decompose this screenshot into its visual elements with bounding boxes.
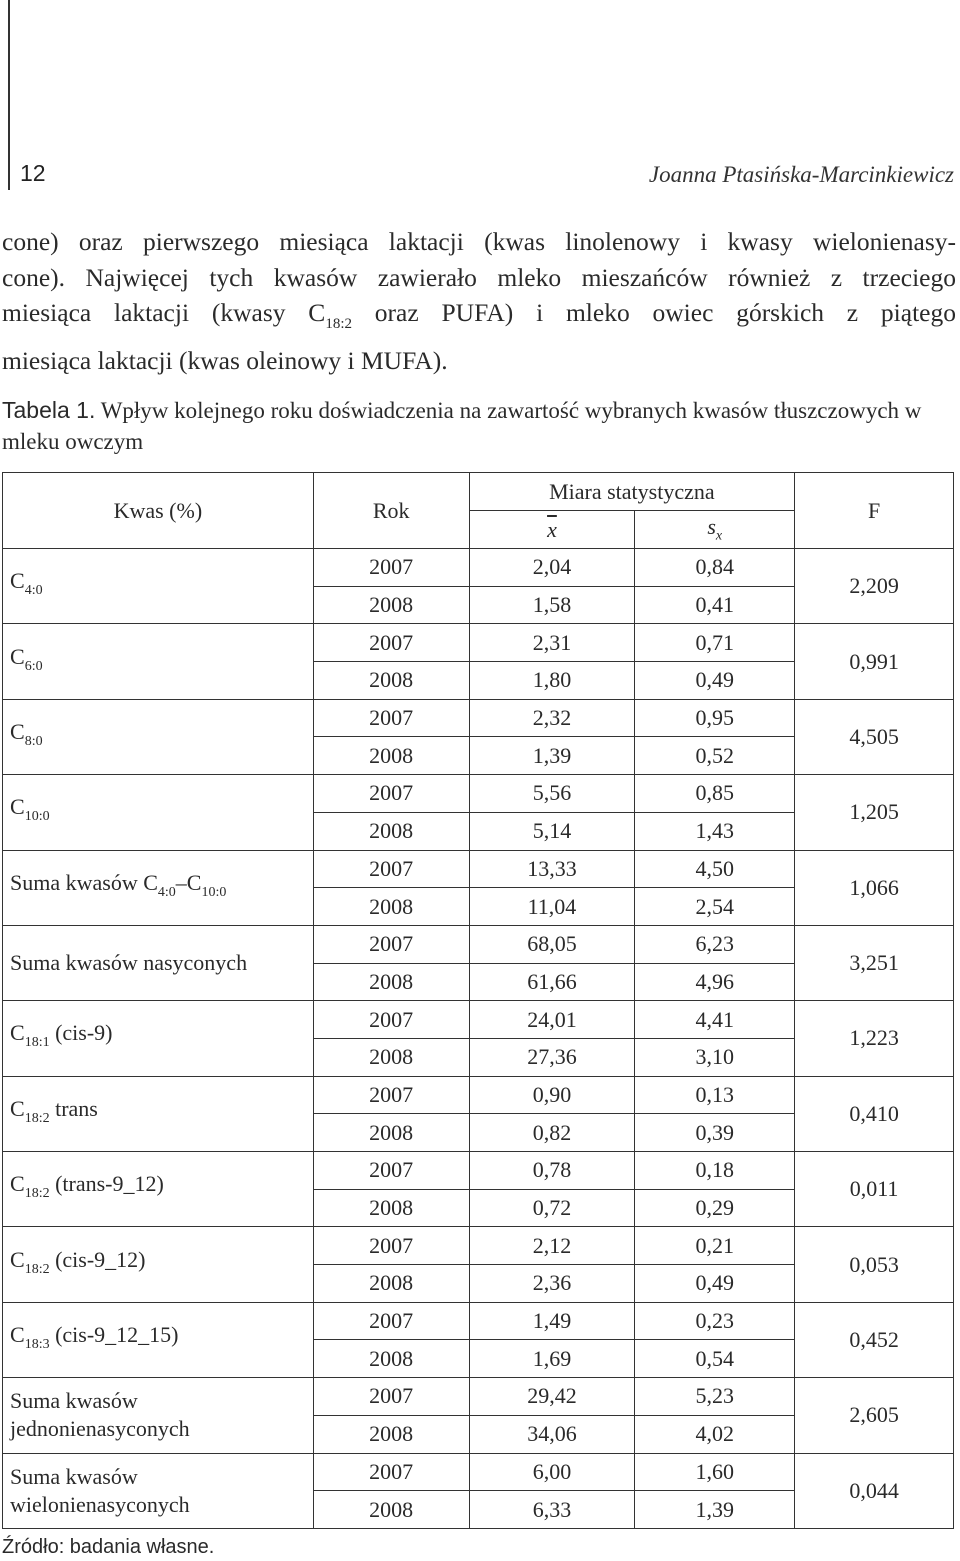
table-row [3, 699, 954, 737]
acid-name: C [10, 1020, 25, 1046]
table-row [3, 850, 954, 888]
caption-text: Wpływ kolejnego roku doświadczenia na zawartość wybranych kwasów tłuszczowych w mleku owczym [2, 398, 922, 454]
mean-symbol: $\overline{x}$ [547, 516, 557, 542]
mean-cell: 13,33 [469, 850, 635, 888]
sd-cell: 6,23 [635, 925, 795, 963]
f-value-cell: 2,209 [795, 549, 954, 624]
mean-cell: 0,90 [469, 1076, 635, 1114]
margin-rule [8, 0, 10, 190]
acid-name: C [10, 1246, 25, 1272]
mean-cell: 2,31 [469, 624, 635, 662]
mean-cell: 5,56 [469, 775, 635, 813]
acid-name: C [10, 718, 25, 744]
mean-cell: 6,00 [469, 1453, 635, 1491]
acid-subscript: 10:0 [201, 884, 227, 900]
acid-name-cell [3, 1152, 314, 1227]
sd-cell: 0,18 [635, 1152, 795, 1190]
sd-cell: 0,23 [635, 1302, 795, 1340]
acid-name: C [10, 1171, 25, 1197]
mean-cell: 1,39 [469, 737, 635, 775]
year-cell: 2007 [313, 775, 469, 813]
acid-subscript: 8:0 [24, 733, 43, 749]
table-row [3, 1001, 954, 1039]
sd-cell: 0,85 [635, 775, 795, 813]
mean-cell: 68,05 [469, 925, 635, 963]
acid-name-cell [3, 699, 314, 774]
f-value-cell: 3,251 [795, 925, 954, 1000]
sd-cell: 0,39 [635, 1114, 795, 1152]
acid-subscript: 18:1 [24, 1035, 50, 1051]
paragraph-line: cone). Najwięcej tych kwasów zawierało mleko mieszańców również z trzeciego [2, 262, 956, 292]
sd-cell: 4,02 [635, 1415, 795, 1453]
sd-cell: 0,49 [635, 662, 795, 700]
sd-cell: 0,52 [635, 737, 795, 775]
header-sd [635, 511, 795, 549]
year-cell: 2008 [313, 586, 469, 624]
header-acid: Kwas (%) [3, 473, 314, 549]
acid-name-suffix: –C [175, 869, 202, 895]
year-cell: 2007 [313, 699, 469, 737]
mean-cell: 2,12 [469, 1227, 635, 1265]
acid-name-cell [3, 775, 314, 850]
paragraph-line: miesiąca laktacji (kwas oleinowy i MUFA). [2, 345, 448, 375]
header-measure: Miara statystyczna [469, 473, 795, 511]
mean-cell: 2,32 [469, 699, 635, 737]
table-row [3, 1076, 954, 1114]
year-cell: 2007 [313, 1302, 469, 1340]
mean-cell: 0,78 [469, 1152, 635, 1190]
sd-cell: 0,41 [635, 586, 795, 624]
f-value-cell: 1,066 [795, 850, 954, 925]
acid-name-cell [3, 850, 314, 925]
table-row [3, 775, 954, 813]
table-row [3, 1152, 954, 1190]
acid-subscript: 18:2 [24, 1186, 50, 1202]
fatty-acid-table [2, 472, 954, 1529]
acid-name: Suma kwasów jednonienasyconych [10, 1388, 190, 1442]
running-header-author: Joanna Ptasińska-Marcinkiewicz [648, 162, 954, 187]
acid-subscript: 6:0 [24, 658, 43, 674]
acid-name-cell [3, 1076, 314, 1151]
acid-name-suffix: (cis-9) [49, 1020, 113, 1046]
table-body [3, 549, 954, 1529]
caption-label: Tabela 1. [2, 397, 96, 423]
acid-name-suffix: (cis-9_12_15) [49, 1321, 179, 1347]
page-number: 12 [20, 160, 46, 186]
mean-cell: 29,42 [469, 1378, 635, 1416]
f-value-cell: 0,452 [795, 1302, 954, 1377]
sd-cell: 0,13 [635, 1076, 795, 1114]
paragraph-line [2, 295, 956, 343]
sd-cell: 0,21 [635, 1227, 795, 1265]
year-cell: 2007 [313, 1076, 469, 1114]
acid-name: C [10, 1095, 25, 1121]
year-cell: 2008 [313, 1114, 469, 1152]
sd-cell: 1,39 [635, 1491, 795, 1529]
year-cell: 2008 [313, 888, 469, 926]
sd-letter: s [707, 514, 716, 540]
acid-subscript: 4:0 [157, 884, 176, 900]
subscript: 18:2 [325, 316, 352, 332]
sd-cell: 0,71 [635, 624, 795, 662]
sd-symbol [707, 514, 723, 544]
year-cell: 2008 [313, 662, 469, 700]
acid-name-suffix: (trans-9_12) [49, 1171, 164, 1197]
f-value-cell: 2,605 [795, 1378, 954, 1453]
sd-cell: 2,54 [635, 888, 795, 926]
acid-name-cell [3, 1378, 314, 1453]
table-row [3, 624, 954, 662]
header-f: F [795, 473, 954, 549]
paragraph-line: cone) oraz pierwszego miesiąca laktacji (kwas linolenowy i kwasy wielonienasy- [2, 227, 956, 256]
table-row [3, 1378, 954, 1416]
mean-cell: 2,36 [469, 1265, 635, 1303]
mean-cell: 1,58 [469, 586, 635, 624]
year-cell: 2007 [313, 1152, 469, 1190]
table-caption [2, 395, 956, 457]
year-cell: 2008 [313, 1189, 469, 1227]
year-cell: 2007 [313, 1453, 469, 1491]
sd-cell: 0,29 [635, 1189, 795, 1227]
year-cell: 2007 [313, 1001, 469, 1039]
sd-cell: 1,43 [635, 812, 795, 850]
f-value-cell: 0,011 [795, 1152, 954, 1227]
mean-cell: 1,69 [469, 1340, 635, 1378]
sd-subscript: x [715, 528, 723, 544]
f-value-cell: 0,991 [795, 624, 954, 699]
year-cell: 2008 [313, 1340, 469, 1378]
sd-cell: 4,41 [635, 1001, 795, 1039]
table-row [3, 1227, 954, 1265]
sd-cell: 0,54 [635, 1340, 795, 1378]
sd-cell: 3,10 [635, 1038, 795, 1076]
acid-name: Suma kwasów wielonienasyconych [10, 1463, 190, 1517]
year-cell: 2007 [313, 925, 469, 963]
mean-cell: 34,06 [469, 1415, 635, 1453]
year-cell: 2007 [313, 1227, 469, 1265]
acid-name-cell [3, 1302, 314, 1377]
sd-cell: 4,96 [635, 963, 795, 1001]
f-value-cell: 0,410 [795, 1076, 954, 1151]
mean-cell: 0,82 [469, 1114, 635, 1152]
acid-name-suffix: trans [49, 1095, 98, 1121]
year-cell: 2008 [313, 812, 469, 850]
mean-cell: 1,80 [469, 662, 635, 700]
acid-name-cell [3, 925, 314, 1000]
acid-name-cell [3, 1001, 314, 1076]
year-cell: 2008 [313, 1265, 469, 1303]
table-row [3, 925, 954, 963]
mean-cell: 2,04 [469, 549, 635, 587]
sd-cell: 1,60 [635, 1453, 795, 1491]
year-cell: 2007 [313, 850, 469, 888]
acid-name: Suma kwasów nasyconych [10, 950, 248, 976]
acid-name: Suma kwasów C [10, 869, 158, 895]
f-value-cell: 1,205 [795, 775, 954, 850]
mean-cell: 27,36 [469, 1038, 635, 1076]
mean-cell: 1,49 [469, 1302, 635, 1340]
acid-name: C [10, 568, 25, 594]
table-row [3, 549, 954, 587]
mean-cell: 61,66 [469, 963, 635, 1001]
acid-name-cell [3, 1453, 314, 1528]
acid-name-cell [3, 1227, 314, 1302]
sd-cell: 0,49 [635, 1265, 795, 1303]
header-year: Rok [313, 473, 469, 549]
sd-cell: 5,23 [635, 1378, 795, 1416]
acid-subscript: 4:0 [24, 583, 43, 599]
acid-subscript: 10:0 [24, 809, 50, 825]
year-cell: 2008 [313, 737, 469, 775]
table-row [3, 1302, 954, 1340]
acid-name: C [10, 1321, 25, 1347]
f-value-cell: 1,223 [795, 1001, 954, 1076]
paragraph-text: miesiąca laktacji (kwasy C [2, 298, 326, 327]
year-cell: 2008 [313, 1491, 469, 1529]
year-cell: 2007 [313, 549, 469, 587]
header-mean [469, 511, 635, 549]
body-paragraph [2, 224, 956, 378]
mean-cell: 24,01 [469, 1001, 635, 1039]
acid-subscript: 18:2 [24, 1261, 50, 1277]
sd-cell: 0,95 [635, 699, 795, 737]
acid-name-suffix: (cis-9_12) [49, 1246, 146, 1272]
acid-subscript: 18:2 [24, 1110, 50, 1126]
sd-cell: 0,84 [635, 549, 795, 587]
acid-name: C [10, 643, 25, 669]
mean-cell: 11,04 [469, 888, 635, 926]
year-cell: 2008 [313, 1415, 469, 1453]
mean-cell: 6,33 [469, 1491, 635, 1529]
f-value-cell: 4,505 [795, 699, 954, 774]
acid-name-cell [3, 549, 314, 624]
mean-cell: 0,72 [469, 1189, 635, 1227]
table-row [3, 1453, 954, 1491]
year-cell: 2008 [313, 963, 469, 1001]
table-source-note: Źródło: badania własne. [2, 1536, 215, 1558]
acid-name-cell [3, 624, 314, 699]
f-value-cell: 0,044 [795, 1453, 954, 1528]
acid-subscript: 18:3 [24, 1336, 50, 1352]
mean-cell: 5,14 [469, 812, 635, 850]
sd-cell: 4,50 [635, 850, 795, 888]
acid-name: C [10, 794, 25, 820]
year-cell: 2008 [313, 1038, 469, 1076]
paragraph-text: oraz PUFA) i mleko owiec górskich z piątego [351, 298, 956, 327]
year-cell: 2007 [313, 624, 469, 662]
f-value-cell: 0,053 [795, 1227, 954, 1302]
year-cell: 2007 [313, 1378, 469, 1416]
